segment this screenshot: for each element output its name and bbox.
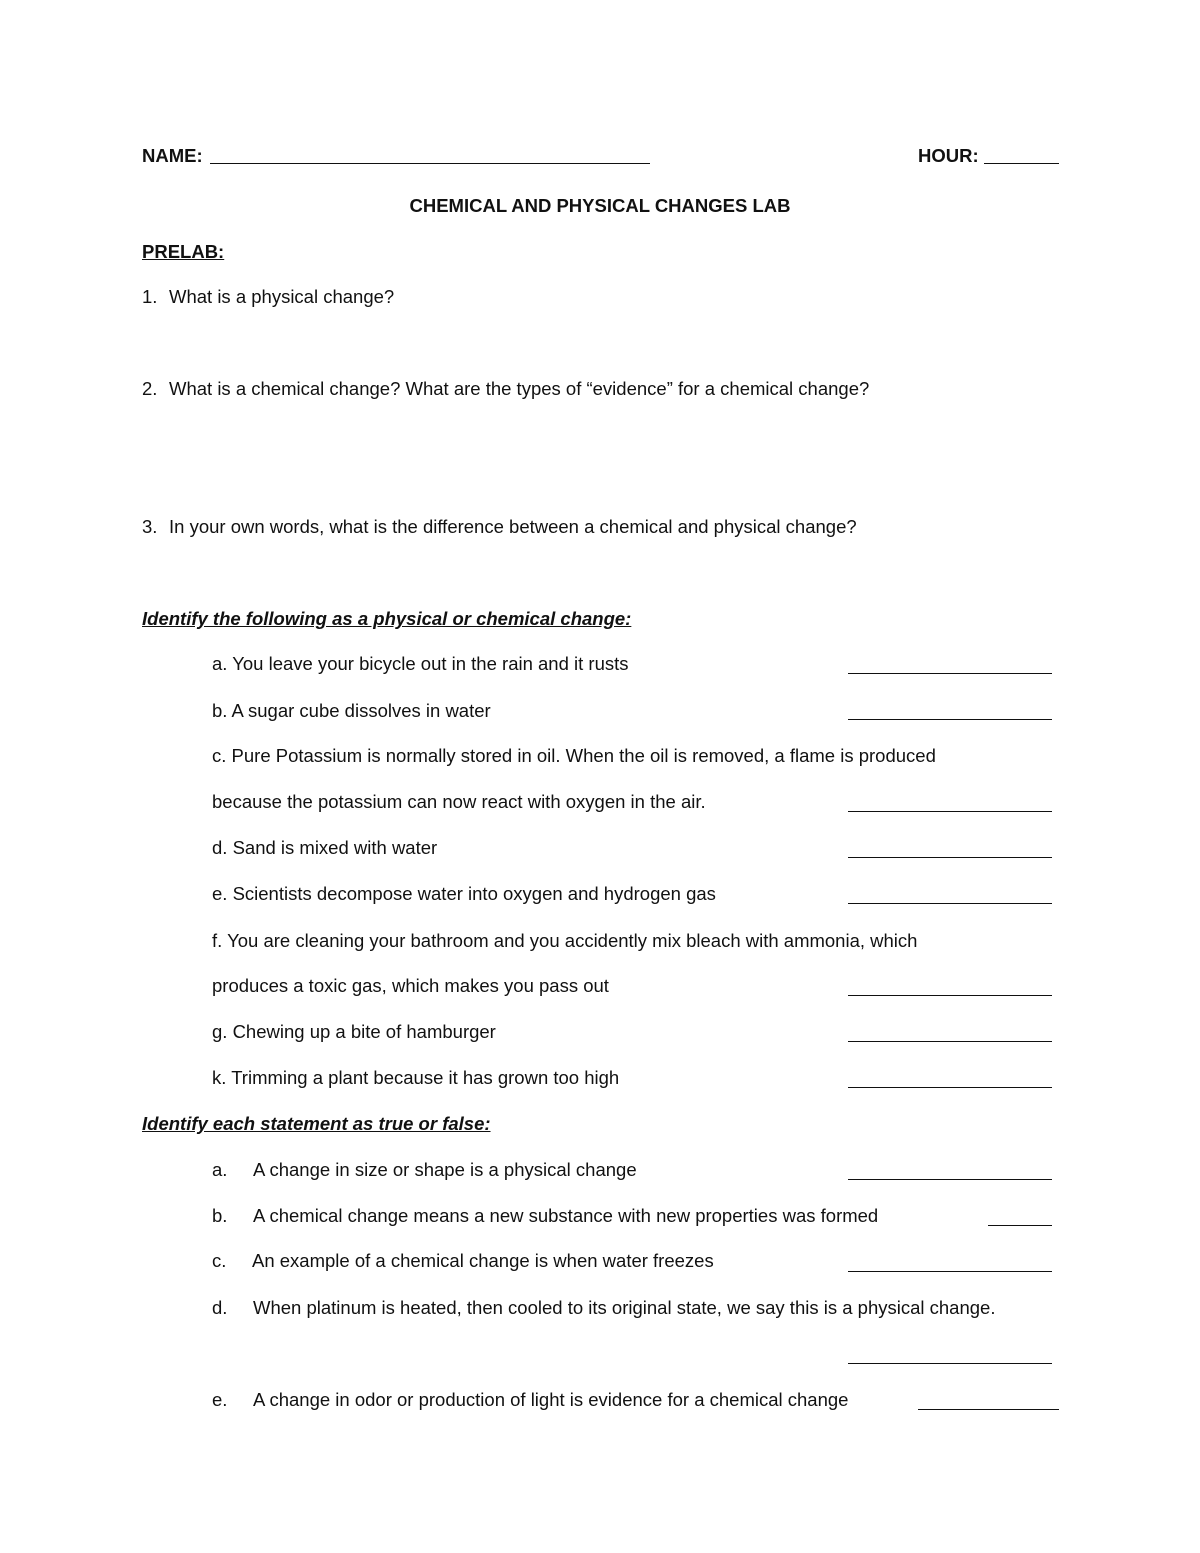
answer-blank[interactable] bbox=[848, 857, 1052, 858]
statement-letter: d. bbox=[212, 1297, 228, 1318]
question-text: What is a chemical change? What are the types of “evidence” for a chemical change? bbox=[169, 378, 870, 399]
answer-blank[interactable] bbox=[988, 1225, 1052, 1226]
answer-blank[interactable] bbox=[848, 1179, 1052, 1180]
answer-blank[interactable] bbox=[848, 903, 1052, 904]
section-heading-physical-chemical: Identify the following as a physical or chemical change: bbox=[142, 608, 632, 629]
answer-blank[interactable] bbox=[848, 995, 1052, 996]
list-item: b. A sugar cube dissolves in water bbox=[212, 700, 491, 721]
statement-text: A chemical change means a new substance with new properties was formed bbox=[253, 1205, 879, 1226]
question-number: 3. bbox=[142, 516, 158, 537]
prelab-heading: PRELAB: bbox=[142, 241, 225, 262]
answer-blank[interactable] bbox=[848, 719, 1052, 720]
list-item-continuation: produces a toxic gas, which makes you pass out bbox=[212, 975, 609, 996]
list-item: a. You leave your bicycle out in the rain and it rusts bbox=[212, 653, 629, 674]
statement-text: An example of a chemical change is when water freezes bbox=[252, 1250, 714, 1271]
hour-label: HOUR: bbox=[918, 145, 979, 166]
statement-text: When platinum is heated, then cooled to its original state, we say this is a physical change. bbox=[253, 1297, 996, 1318]
answer-blank[interactable] bbox=[848, 673, 1052, 674]
statement-text: A change in odor or production of light is evidence for a chemical change bbox=[253, 1389, 849, 1410]
question-text: In your own words, what is the difference between a chemical and physical change? bbox=[169, 516, 857, 537]
page-title: CHEMICAL AND PHYSICAL CHANGES LAB bbox=[409, 195, 791, 216]
hour-blank[interactable] bbox=[984, 163, 1059, 164]
answer-blank[interactable] bbox=[848, 1363, 1052, 1364]
name-blank[interactable] bbox=[210, 163, 650, 164]
answer-blank[interactable] bbox=[848, 1271, 1052, 1272]
question-number: 2. bbox=[142, 378, 158, 399]
section-heading-true-false: Identify each statement as true or false: bbox=[142, 1113, 491, 1134]
list-item: c. Pure Potassium is normally stored in oil. When the oil is removed, a flame is produced bbox=[212, 745, 936, 766]
statement-letter: b. bbox=[212, 1205, 228, 1226]
answer-blank[interactable] bbox=[848, 1087, 1052, 1088]
name-label: NAME: bbox=[142, 145, 203, 166]
statement-letter: e. bbox=[212, 1389, 228, 1410]
answer-blank[interactable] bbox=[848, 1041, 1052, 1042]
question-text: What is a physical change? bbox=[169, 286, 395, 307]
prelab-question-3 bbox=[142, 516, 857, 538]
list-item: d. Sand is mixed with water bbox=[212, 837, 438, 858]
list-item: e. Scientists decompose water into oxygen and hydrogen gas bbox=[212, 883, 716, 904]
statement-letter: c. bbox=[212, 1250, 227, 1271]
answer-blank[interactable] bbox=[848, 811, 1052, 812]
list-item: g. Chewing up a bite of hamburger bbox=[212, 1021, 496, 1042]
prelab-question-2 bbox=[142, 378, 869, 400]
list-item-continuation: because the potassium can now react with oxygen in the air. bbox=[212, 791, 706, 812]
prelab-question-1 bbox=[142, 286, 394, 308]
statement-letter: a. bbox=[212, 1159, 228, 1180]
question-number: 1. bbox=[142, 286, 158, 307]
list-item: f. You are cleaning your bathroom and you accidently mix bleach with ammonia, which bbox=[212, 930, 918, 951]
statement-text: A change in size or shape is a physical change bbox=[253, 1159, 637, 1180]
list-item: k. Trimming a plant because it has grown too high bbox=[212, 1067, 620, 1088]
answer-blank[interactable] bbox=[918, 1409, 1059, 1410]
